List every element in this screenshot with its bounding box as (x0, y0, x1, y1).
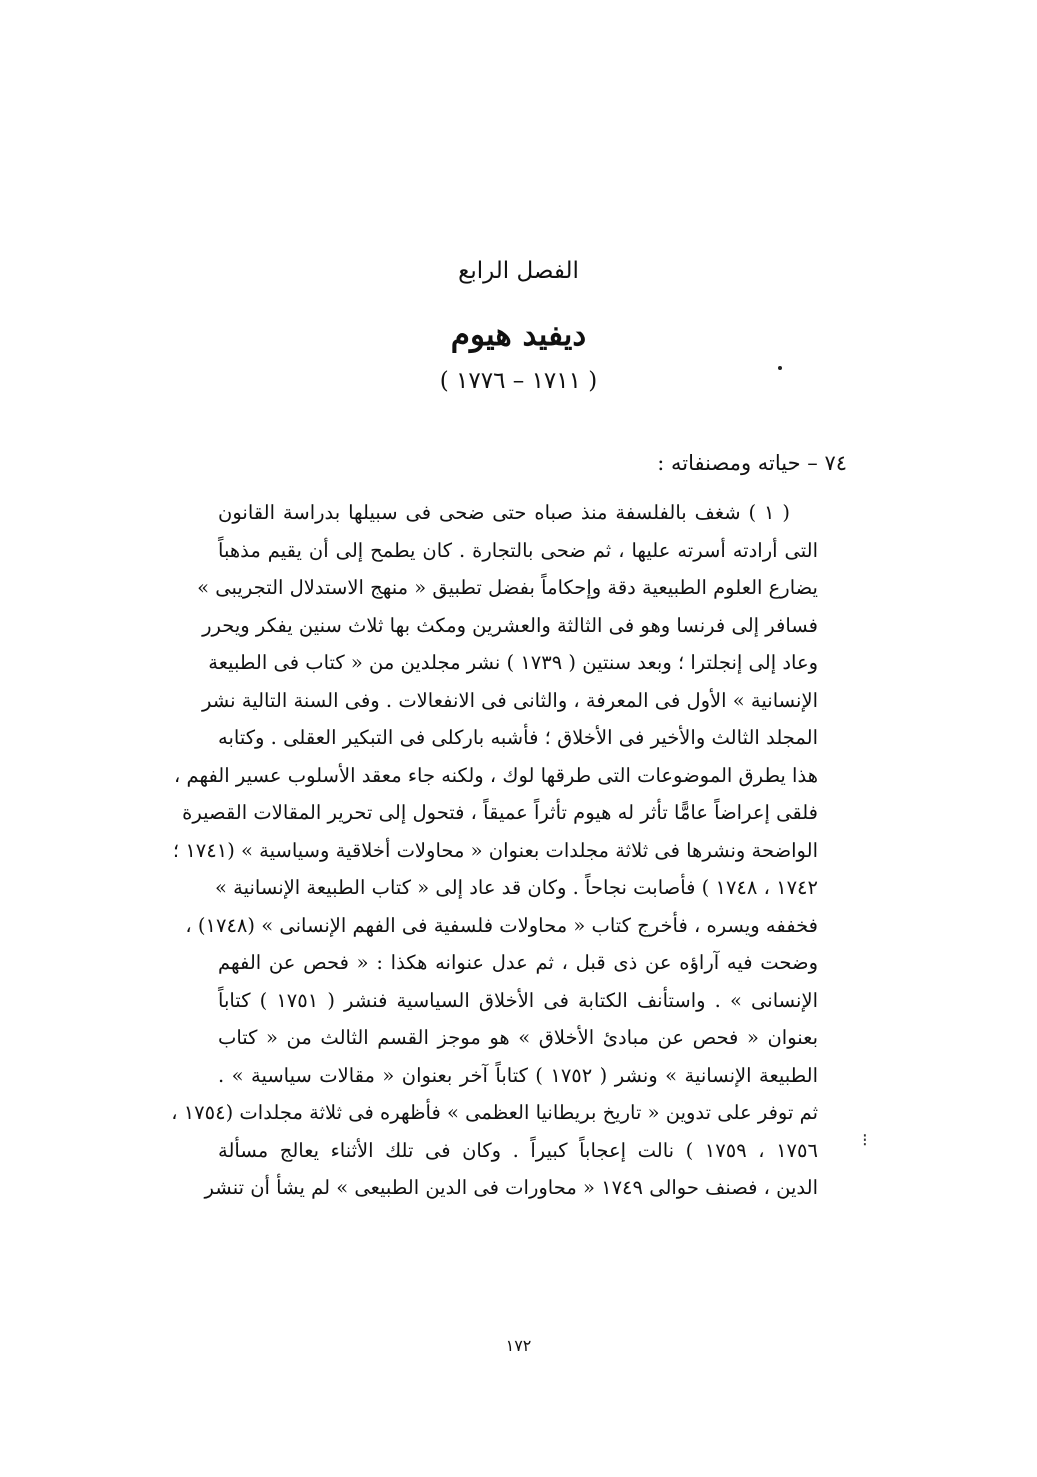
chapter-title: ديفيد هيوم (450, 317, 587, 353)
paragraph-line: ثم توفر على تدوين « تاريخ بريطانيا العظمى » فأظهره فى ثلاثة مجلدات (١٧٥٤ ، (171, 1101, 818, 1124)
body-paragraph (171, 494, 818, 1207)
paragraph-line: الإنسانى » . واستأنف الكتابة فى الأخلاق السياسية فنشر ( ١٧٥١ ) كتاباً (218, 988, 818, 1012)
paragraph-line: بعنوان « فحص عن مبادئ الأخلاق » هو موجز القسم الثالث من « كتاب (218, 1026, 818, 1049)
paragraph-line: الدين ، فصنف حوالى ١٧٤٩ « محاورات فى الدين الطبيعى » لم يشأ أن تنشر (204, 1176, 818, 1199)
paragraph-line: يضارع العلوم الطبيعية دقة وإحكاماً بفضل تطبيق « منهج الاستدلال التجريبى » (197, 576, 818, 599)
chapter-label: الفصل الرابع (458, 258, 579, 284)
chapter-dates: ( ١٧١١ – ١٧٧٦ ) (439, 368, 598, 394)
paragraph-line: الواضحة ونشرها فى ثلاثة مجلدات بعنوان « محاولات أخلاقية وسياسية » (١٧٤١ ؛ (172, 838, 818, 862)
paragraph-line: ١٧٥٦ ، ١٧٥٩ ) نالت إعجاباً كبيراً . وكان فى تلك الأثناء يعالج مسألة (218, 1138, 818, 1162)
paragraph-line: الإنسانية » الأول فى المعرفة ، والثانى فى الانفعالات . وفى السنة التالية نشر (202, 688, 818, 712)
paragraph-line: المجلد الثالث والأخير فى الأخلاق ؛ فأشبه باركلى فى التبكير العقلى . وكتابه (218, 726, 818, 749)
page-number: ١٧٢ (505, 1336, 532, 1355)
paragraph-line: ( ١ ) شغف بالفلسفة منذ صباه حتى ضحى فى سبيلها بدراسة القانون (218, 501, 791, 524)
paragraph-line: وضحت فيه آراؤه عن ذى قبل ، ثم عدل عنوانه هكذا : « فحص عن الفهم (218, 951, 818, 974)
paragraph-line: التى أرادته أسرته عليها ، ثم ضحى بالتجارة . كان يطمح إلى أن يقيم مذهباً (218, 538, 818, 562)
paragraph-line: فخففه ويسره ، فأخرج كتاب « محاولات فلسفية فى الفهم الإنسانى » (١٧٤٨) ، (185, 913, 818, 937)
margin-mark: ⁝ (862, 1130, 868, 1151)
paragraph-line: فلقى إعراضاً عامًّا تأثر له هيوم تأثراً عميقاً ، فتحول إلى تحرير المقالات القصيرة (182, 801, 818, 824)
ink-speck (778, 366, 782, 370)
paragraph-line: الطبيعة الإنسانية » ونشر ( ١٧٥٢ ) كتاباً آخر بعنوان « مقالات سياسية » . (218, 1063, 818, 1087)
paragraph-line: وعاد إلى إنجلترا ؛ وبعد سنتين ( ١٧٣٩ ) نشر مجلدين من « كتاب فى الطبيعة (208, 651, 818, 674)
section-heading: ٧٤ – حياته ومصنفاته : (657, 451, 847, 475)
paragraph-line: هذا يطرق الموضوعات التى طرقها لوك ، ولكنه جاء معقد الأسلوب عسير الفهم ، (173, 763, 818, 787)
paragraph-line: فسافر إلى فرنسا وهو فى الثالثة والعشرين ومكث بها ثلاث سنين يفكر ويحرر (202, 613, 818, 637)
paragraph-line: ١٧٤٢ ، ١٧٤٨ ) فأصابت نجاحاً . وكان قد عاد إلى « كتاب الطبيعة الإنسانية » (215, 876, 818, 899)
